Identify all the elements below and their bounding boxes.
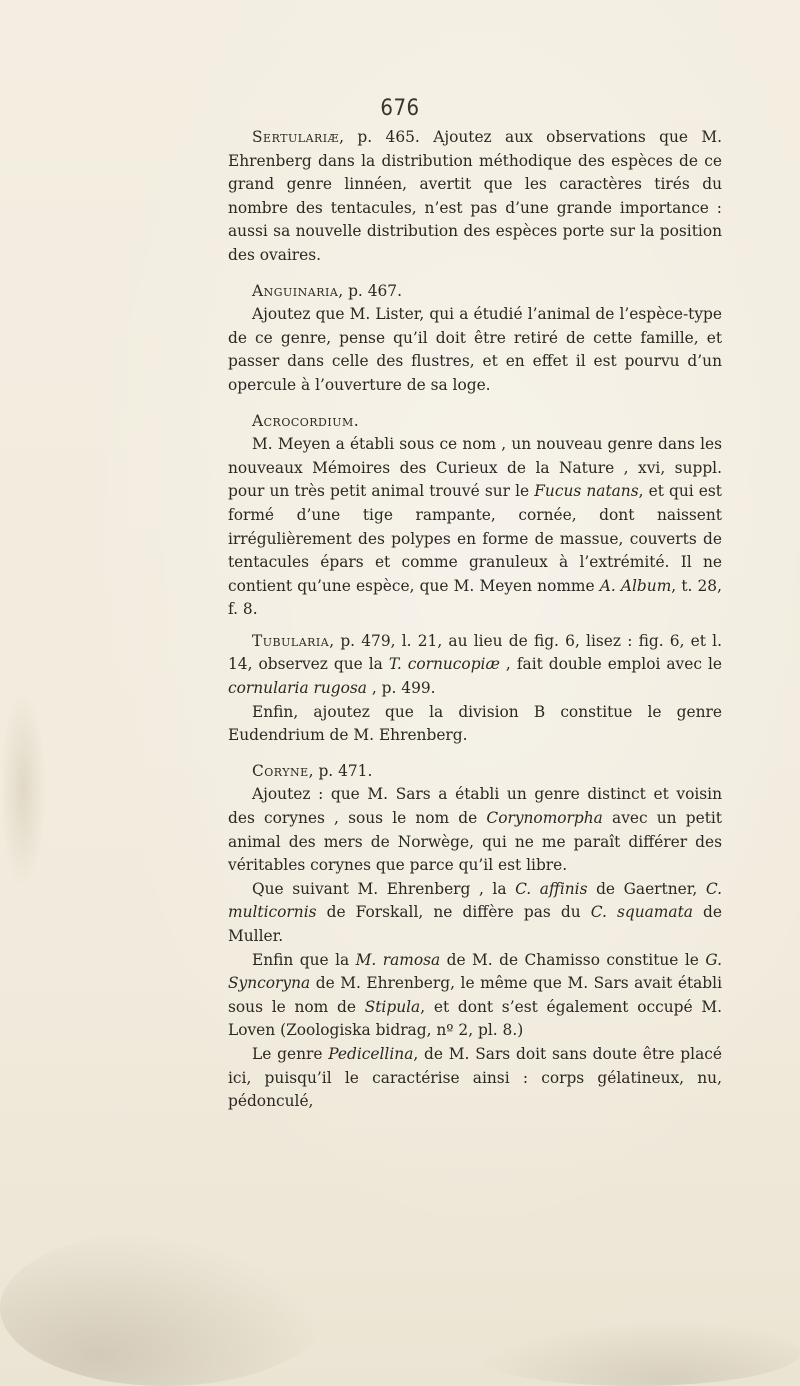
text-segment: avec un petit animal des mers de Norwège, qui ne me paraît différer des véritables corynes que parce qu’il est libre. [228,809,722,875]
entry-ref: , p. 465. [339,128,434,146]
text-segment: , fait double emploi avec le [499,655,722,674]
text-segment: Ajoutez : que M. Sars a établi un genre distinct et voisin des corynes , sous le nom de [228,785,722,828]
entry-ref: , p. 471. [308,761,373,780]
paper-stain-bottom [0,1230,330,1386]
species-name: C. multicornis [228,879,722,922]
section-coryne-p3 [228,949,722,1043]
section-coryne-heading [228,760,722,784]
genus-name: Pedicellina [328,1044,414,1063]
section-anguinaria-text: Ajoutez que M. Lister, qui a étudié l’animal de l’espèce-type de ce genre, pense qu’il doit être retiré de cette famille, et passer dans celle des flustres, et en effet il est pourvu d’un opercule à l’ouverture de sa loge. [228,305,722,394]
section-sertulariae [228,126,722,268]
page-body [228,126,722,1114]
species-name: C. affinis [515,879,588,898]
text-segment: M. Meyen a établi sous ce nom , un nouveau genre dans les nouveaux Mémoires des Curieux de la Nature , xvi, suppl. pour un très petit animal trouvé sur le [228,435,722,501]
species-name: C. squamata [590,903,693,922]
section-coryne-p2 [228,878,722,949]
species-name: Fucus natans [534,482,639,501]
section-tubularia-addendum: Enfin, ajoutez que la division B constitue le genre Eudendrium de M. Ehrenberg. [228,702,722,745]
species-name: M. ramosa [355,950,441,969]
text-segment: de Muller. [228,903,722,945]
section-coryne-p4 [228,1043,722,1114]
paper-stain-left [0,690,46,890]
entry-text: Ajoutez aux observations que M. Ehrenberg dans la distribution méthodique des espèces de ce grand genre linnéen, avertit que les caractères tirés du nombre des tentacules, n’est pas d’une grande importance : aussi sa nouvelle distribution des espèces porte sur la position des ovaires. [228,128,722,264]
section-coryne-p1 [228,783,722,877]
entry-name: Coryne [252,761,309,780]
species-name: A. Album [599,576,672,595]
entry-name: Tubularia [252,631,330,650]
genus-name: G. Syncoryna [228,950,722,993]
section-acrocordium-heading [228,410,722,434]
text-segment: , p. 499. [366,679,436,698]
entry-name: Acrocordium. [252,411,360,430]
section-tubularia [228,630,722,701]
text-segment: de Forskall, ne diffère pas du [316,903,591,922]
text-segment: de Gaertner, [587,879,706,898]
text-segment: , p. 479, l. 21, au lieu de fig. 6, lisez : fig. 6, et l. 14, observez que la [228,631,722,674]
section-acrocordium-text [228,433,722,622]
entry-name: Sertulariæ [252,128,340,146]
genus-name: Corynomorpha [486,809,603,828]
paper-stain-bottom-right [470,1320,800,1386]
text-segment: , et qui est formé d’une tige rampante, cornée, dont naissent irrégulièrement des polypes en forme de massue, couverts de tentacules épars et comme granuleux à l’extrémité. Il ne contient qu’une espèce, que M. Meyen nomme [228,482,722,595]
species-name: cornularia rugosa [228,679,367,698]
text-segment: , de M. Sars doit sans doute être placé ici, puisqu’il le caractérise ainsi : corps gélatineux, nu, pédonculé, [228,1044,722,1111]
genus-name: Stipula [364,997,421,1016]
page-number: 676 [380,96,420,121]
text-segment: , t. 28, f. 8. [228,576,722,619]
text-segment: Que suivant M. Ehrenberg , la [252,879,516,898]
entry-name: Anguinaria [252,281,339,300]
text-segment: Le genre [252,1044,329,1063]
text-segment: , et dont s’est également occupé M. Loven (Zoologiska bidrag, nº 2, pl. 8.) [228,997,722,1040]
text-segment: Enfin que la [252,950,356,969]
text-segment: de M. Ehrenberg, le même que M. Sars avait établi sous le nom de [228,974,722,1016]
section-anguinaria-heading [228,280,722,304]
entry-ref: , p. 467. [338,281,402,300]
text-segment: de M. de Chamisso constitue le [440,950,706,969]
species-name: T. cornucopiæ [388,655,500,674]
